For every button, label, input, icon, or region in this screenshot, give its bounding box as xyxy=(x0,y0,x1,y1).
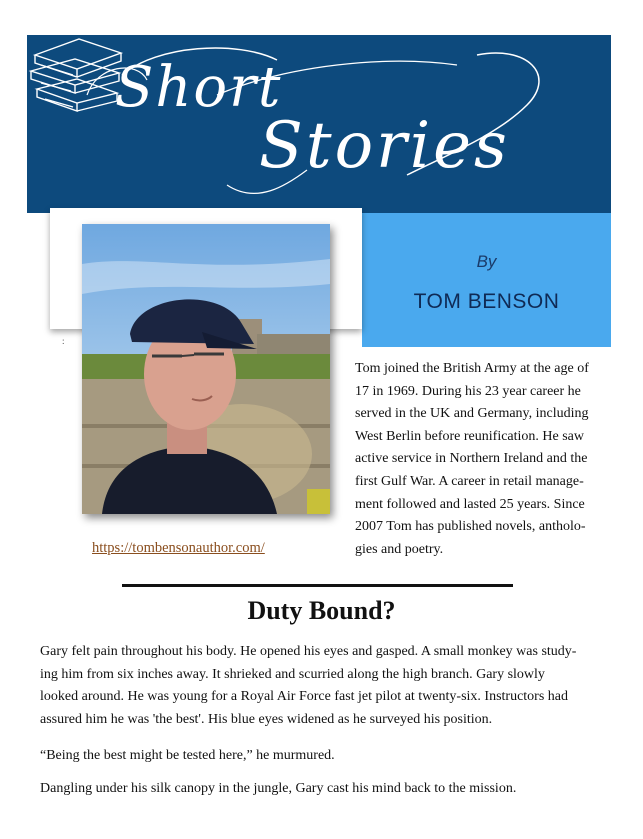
by-label: By xyxy=(476,252,497,271)
story-paragraph-3: Dangling under his silk canopy in the jungle, Gary cast his mind back to the mission. xyxy=(40,781,517,796)
paragraph-line: ing him from six inches away. It shrieked and scurried along the high branch. Gary slowly xyxy=(40,666,545,682)
header-banner xyxy=(27,35,611,213)
paragraph-line: assured him he was 'the best'. His blue eyes widened as he surveyed his position. xyxy=(40,711,493,727)
bio-line: served in the UK and Germany, including xyxy=(355,406,589,422)
author-name: TOM BENSON xyxy=(413,290,560,313)
story-title: Duty Bound? xyxy=(247,596,396,625)
small-mark: : xyxy=(62,336,65,346)
stack-of-books-icon xyxy=(27,35,127,115)
paragraph-line: Gary felt pain throughout his body. He opened his eyes and gasped. A small monkey was study- xyxy=(40,644,577,659)
bio-line: 17 in 1969. During his 23 year career he xyxy=(355,383,581,399)
story-paragraph-2: “Being the best might be tested here,” he murmured. xyxy=(40,748,335,763)
bio-line: West Berlin before reunification. He saw xyxy=(355,428,585,444)
bio-line: first Gulf War. A career in retail manage- xyxy=(355,473,584,489)
title-short: Short xyxy=(115,55,283,120)
bio-line: ment followed and lasted 25 years. Since xyxy=(355,496,585,512)
section-divider xyxy=(122,584,513,587)
author-photo xyxy=(82,224,330,514)
story-paragraph-1 xyxy=(40,641,608,731)
bio-line: Tom joined the British Army at the age of xyxy=(355,361,589,376)
bio-line: 2007 Tom has published novels, antholo- xyxy=(355,519,586,535)
paragraph-line: looked around. He was young for a Royal Air Force fast jet pilot at twenty-six. Instructors had xyxy=(40,689,568,705)
author-bio xyxy=(355,358,631,561)
bio-line: active service in Northern Ireland and the xyxy=(355,451,588,467)
author-block xyxy=(362,213,611,347)
website-link[interactable]: https://tombensonauthor.com/ xyxy=(92,540,265,556)
bio-line: gies and poetry. xyxy=(355,541,444,557)
title-stories: Stories xyxy=(259,109,510,183)
